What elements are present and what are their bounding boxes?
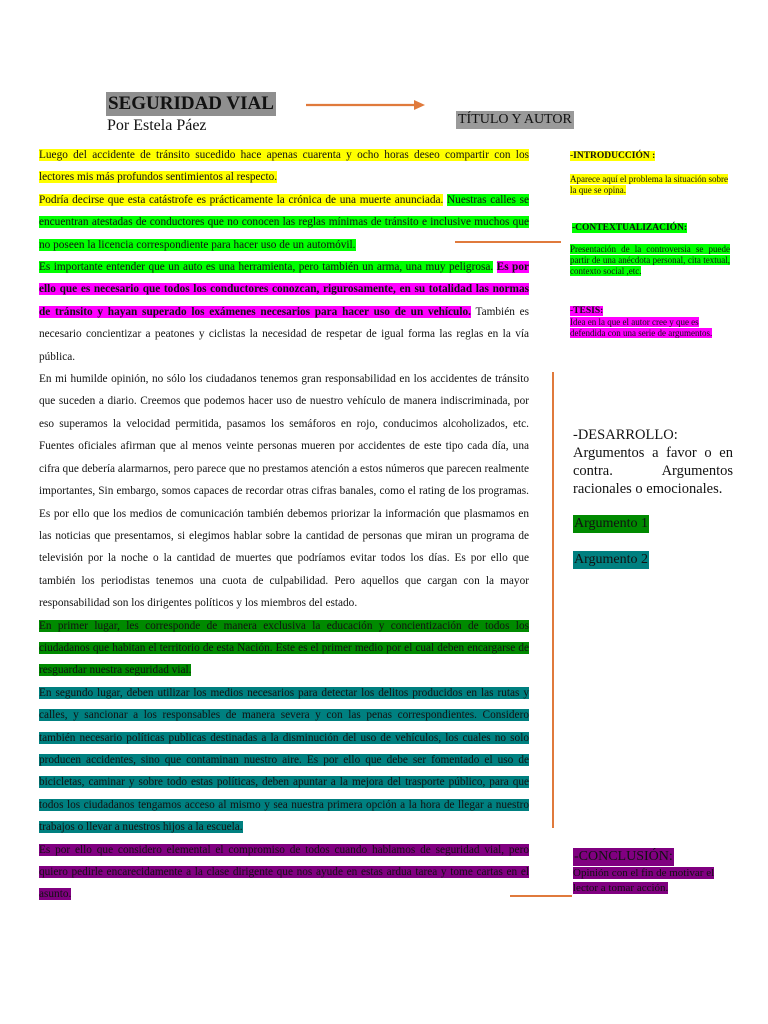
tesis-note: Idea en la que el autor cree y que es defendida con una serie de argumentos. bbox=[570, 317, 713, 338]
article-paragraph bbox=[39, 682, 529, 839]
text-segment: Nuestras calles se encuentran atestadas de conductores que no conocen las reglas mínimas de tránsito e inclusive muchos que no poseen la licencia correspondiente para hacer uso de un automóvil. bbox=[39, 193, 529, 251]
article-paragraph bbox=[39, 839, 529, 906]
text-segment: En segundo lugar, deben utilizar los medios necesarios para detectar los delitos producidos en las rutas y calles, y sancionar a los responsables de manera severa y con las penas correspondientes. Considero también necesario políticas publicas destinadas a la disminución del uso de vehículos, los cuales no solo producen accidentes, sino que contaminan nuestro aire. Es por ello que debe ser fomentado el uso de bicicletas, caminar y sobre todo estas políticas, deben apuntar a la mejora del trasporte público, para que todos los ciudadanos tengamos acceso al mismo y sea nuestra primera opción a la hora de llegar a nuestro trabajos o llevar a nuestros hijos a la escuela. bbox=[39, 686, 529, 834]
context-heading: -CONTEXTUALIZACIÓN: bbox=[572, 223, 688, 233]
desarrollo-note: -DESARROLLO: Argumentos a favor o en contra. Argumentos racionales o emocionales. bbox=[573, 427, 733, 497]
document-title: SEGURIDAD VIAL bbox=[108, 93, 274, 114]
article-paragraph bbox=[39, 368, 529, 614]
article-paragraph bbox=[39, 615, 529, 682]
text-segment: También es necesario concientizar a peatones y ciclistas la necesidad de respetar de igual forma las reglas en la vía pública. bbox=[39, 305, 530, 363]
conclusion-note: Opinión con el fin de motivar el lector a tomar acción. bbox=[573, 867, 715, 894]
article-body bbox=[39, 144, 529, 906]
document-author: Por Estela Páez bbox=[107, 117, 207, 134]
text-segment: En primer lugar, les corresponde de manera exclusiva la educación y concientización de todos los ciudadanos que habitan el territorio de esta Nación. Este es el primer medio por el cual deben encargarse de resguardar nuestra seguridad vial. bbox=[39, 619, 529, 677]
text-segment: En mi humilde opinión, no sólo los ciudadanos tenemos gran responsabilidad en los accidentes de tránsito que suceden a diario. Creemos que podemos hacer uso de nuestro vehículo de manera indiscriminada, por eso superamos la velocidad permitida, pasamos los semáforos en rojo, conducimos alcoholizados, etc. Fuentes oficiales afirman que al menos veinte personas mueren por accidentes de este tipo cada día, una cifra que debería alarmarnos, pero parece que no prestamos atención a estos números que parecen realmente importantes, Sin embargo, somos capaces de recordar otras cifras banales, como el rating de los programas. Es por ello que los medios de comunicación también debemos priorizar la información que plasmamos en las noticias que presentamos, si elegimos hablar sobre la cantidad de personas que miran un programa de televisión por la noche o la cantidad de muertes que podríamos evitar todos los días. Es por ello que también los periodistas tenemos una cuota de culpabilidad. Pero aquellos que cargan con la mayor responsabilidad son los dirigentes políticos y los miembros del estado. bbox=[39, 373, 529, 610]
article-paragraph bbox=[39, 189, 529, 256]
tesis-heading: -TESIS: bbox=[570, 306, 604, 316]
title-arrow-icon bbox=[304, 98, 428, 112]
argument-1-label: Argumento 1 bbox=[574, 516, 649, 531]
text-segment: Es por ello que considero elemental el compromiso de todos cuando hablamos de seguridad vial, pero quiero pedirle encarecidamente a la clase dirigente que nos ayude en estas ardua tarea y tome cartas en el asunto. bbox=[39, 843, 529, 901]
intro-heading: -INTRODUCCIÓN : bbox=[570, 151, 656, 161]
article-paragraph bbox=[39, 144, 529, 189]
text-segment: Luego del accidente de tránsito sucedido hace apenas cuarenta y ocho horas deseo compartir con los lectores mis más profundos sentimientos al respecto. bbox=[39, 149, 529, 184]
conclusion-heading: -CONCLUSIÓN: bbox=[574, 849, 673, 864]
title-author-label: TÍTULO Y AUTOR bbox=[458, 112, 572, 127]
context-note: Presentación de la controversia se puede partir de una anécdota personal, cita textual, contexto social ,etc. bbox=[570, 244, 730, 276]
argument-2-label: Argumento 2 bbox=[574, 552, 649, 567]
text-segment: Es importante entender que un auto es una herramienta, pero también un arma, una muy peligrosa. bbox=[39, 261, 494, 274]
text-segment: Podría decirse que esta catástrofe es prácticamente la crónica de una muerte anunciada. bbox=[39, 193, 444, 206]
text-segment: Es por ello que es necesario que todos los conductores conozcan, rigurosamente, en su totalidad las normas de tránsito y hayan superado los exámenes necesarios para hacer uso de un vehículo. bbox=[39, 261, 529, 318]
intro-note: Aparece aquí el problema la situación sobre la que se opina. bbox=[570, 174, 728, 195]
article-paragraph bbox=[39, 256, 529, 368]
